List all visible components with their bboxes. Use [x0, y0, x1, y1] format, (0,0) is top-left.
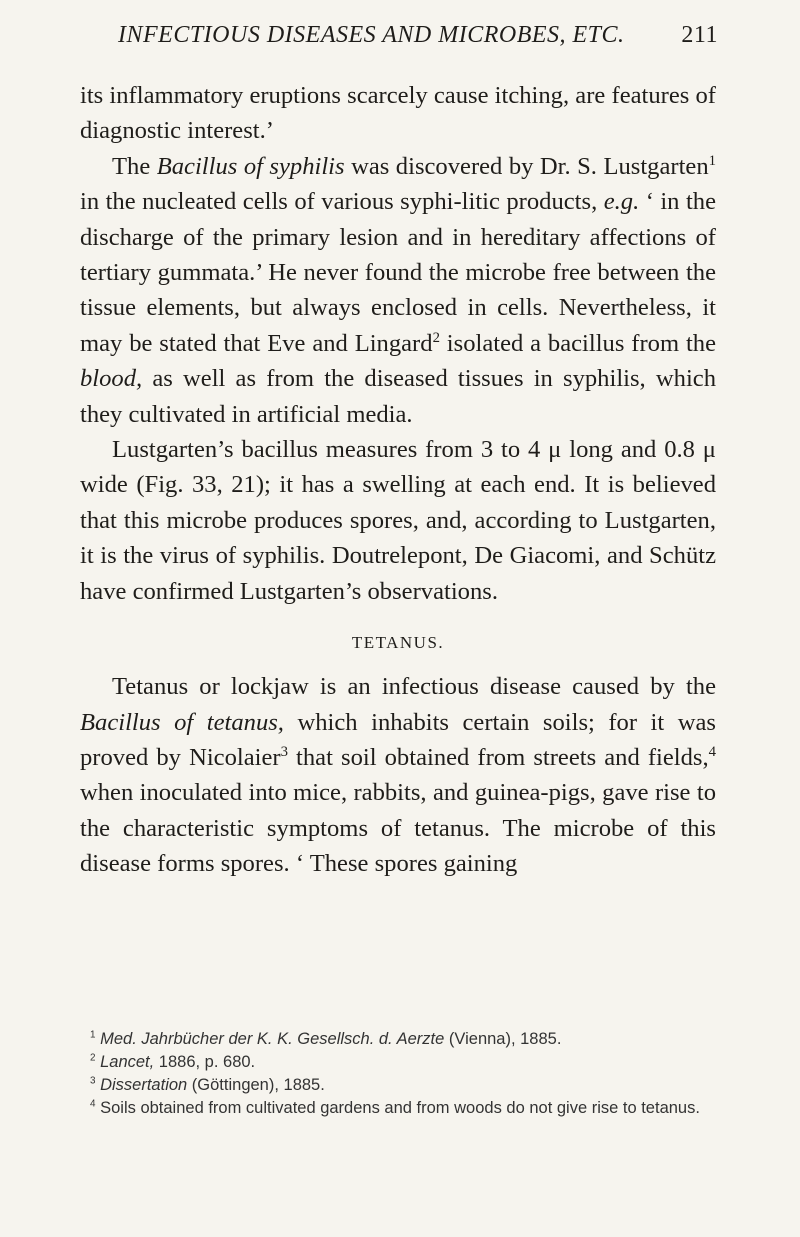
footnote — [80, 1051, 716, 1074]
body-text — [80, 78, 716, 882]
footnote — [80, 1028, 716, 1051]
text-run: as well as from the diseased tissues in syphilis, which they cultivated in artificial media. — [80, 365, 716, 428]
text-run: in the nucleated cells of various syphi-litic products, — [80, 188, 604, 216]
text-run: which inhabits certain soils; for it was proved by Nicolaier — [80, 708, 716, 771]
footnote-mark: 3 — [90, 1075, 96, 1087]
footnotes — [80, 1028, 716, 1120]
page-number: 211 — [681, 22, 718, 48]
text-run: when inoculated into mice, rabbits, and guinea-pigs, gave rise to the characteristic symptoms of tetanus. The microbe of this disease forms spores. ‘ These spores gaining — [80, 779, 716, 878]
footnote — [80, 1097, 716, 1120]
running-header — [118, 22, 718, 49]
section-heading: TETANUS. — [351, 633, 445, 653]
paragraph-syphilis — [80, 149, 716, 432]
footnote — [80, 1074, 716, 1097]
text-run: was discovered by Dr. S. Lustgarten — [344, 152, 709, 180]
text-run: that soil obtained from streets and fields, — [287, 743, 709, 771]
footnote-title: Dissertation — [100, 1076, 188, 1094]
text-run: The — [112, 152, 157, 180]
footnote-ref: 4 — [708, 743, 716, 760]
footnote-ref: 1 — [708, 152, 716, 169]
italic-term: e.g. — [603, 188, 640, 216]
footnote-ref: 2 — [432, 329, 440, 346]
footnote-text: 1886, p. 680. — [154, 1053, 256, 1071]
footnote-text: (Göttingen), 1885. — [187, 1076, 325, 1094]
footnote-ref: 3 — [280, 743, 288, 760]
footnote-mark: 2 — [90, 1052, 96, 1064]
footnote-text: Soils obtained from cultivated gardens and from woods do not give rise to tetanus. — [100, 1099, 700, 1117]
italic-term: Bacillus of tetanus, — [80, 708, 284, 736]
italic-term: blood, — [80, 365, 143, 393]
footnote-title: Med. Jahrbücher der K. K. Gesellsch. d. Aerzte — [100, 1030, 445, 1048]
italic-term: Bacillus of syphilis — [156, 152, 345, 180]
footnote-title: Lancet, — [100, 1053, 155, 1071]
footnote-text: (Vienna), 1885. — [444, 1030, 562, 1048]
text-run: ‘ in the discharge of the primary lesion and in hereditary affections of tertiary gummata.’ He never found the microbe free between the tissue elements, but always enclosed in cells. Nevertheless, it may be stated that Eve and Lingard — [80, 188, 716, 357]
text-run: Tetanus or lockjaw is an infectious disease caused by the — [112, 673, 716, 701]
paragraph-tetanus — [80, 669, 716, 881]
footnote-mark: 4 — [90, 1098, 96, 1110]
text-run: isolated a bacillus from the — [439, 329, 716, 357]
paragraph-lustgarten: Lustgarten’s bacillus measures from 3 to 4 μ long and 0.8 μ wide (Fig. 33, 21); it has a swelling at each end. It is believed that this microbe produces spores, and, according to Lustgarten, it is the virus of syphilis. Doutrelepont, De Giacomi, and Schütz have confirmed Lustgarten’s observations. — [80, 436, 716, 605]
running-title: INFECTIOUS DISEASES AND MICROBES, ETC. — [118, 22, 625, 48]
footnote-mark: 1 — [90, 1029, 96, 1041]
paragraph-continued: its inflammatory eruptions scarcely cause itching, are features of diagnostic interest.’ — [80, 82, 716, 145]
